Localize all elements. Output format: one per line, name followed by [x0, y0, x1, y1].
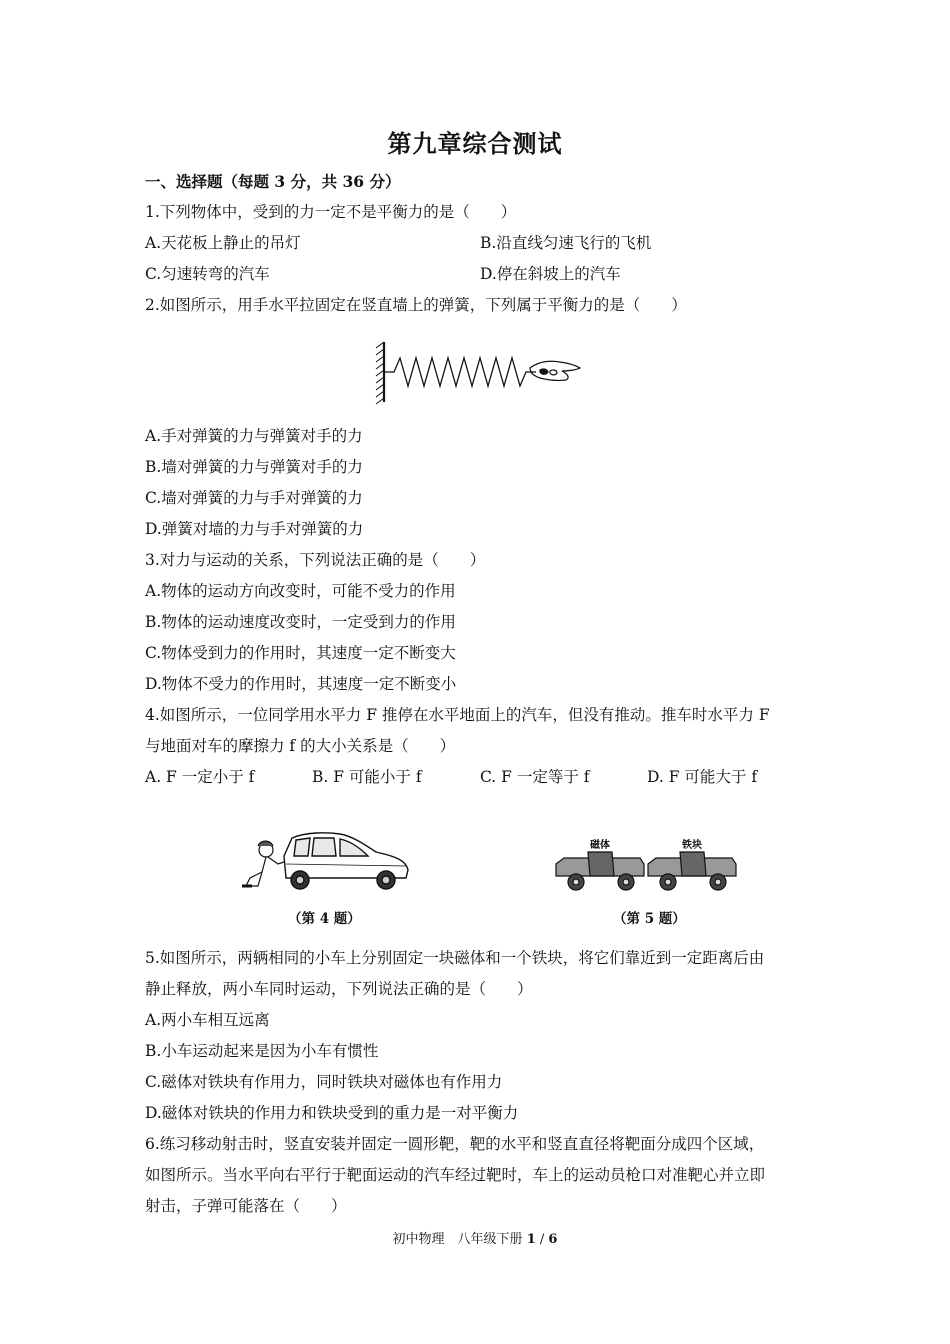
question-6-stem-line-3: 射击，子弹可能落在（ ）	[145, 1197, 347, 1215]
car-icon	[284, 833, 408, 889]
spring-wall-figure	[370, 338, 585, 406]
figure-4-caption: （第 4 题）	[288, 911, 361, 927]
wall-hatching	[376, 342, 384, 404]
page-footer	[0, 1228, 950, 1247]
question-4-option-d: D. F 可能大于 f	[647, 768, 758, 786]
question-2-stem: 2.如图所示，用手水平拉固定在竖直墙上的弹簧，下列属于平衡力的是（ ）	[145, 296, 687, 314]
question-1-option-c: C.匀速转弯的汽车	[145, 265, 270, 283]
magnet-label: 磁体	[590, 840, 610, 851]
section-heading: 一、选择题（每题 3 分，共 36 分）	[145, 172, 401, 191]
question-3-option-b: B.物体的运动速度改变时，一定受到力的作用	[145, 613, 456, 631]
question-1-option-a: A.天花板上静止的吊灯	[145, 234, 301, 252]
right-cart	[648, 852, 736, 890]
question-5-option-b: B.小车运动起来是因为小车有惯性	[145, 1042, 379, 1060]
question-5-option-a: A.两小车相互远离	[145, 1011, 270, 1029]
question-2-option-a: A.手对弹簧的力与弹簧对手的力	[145, 427, 363, 445]
footer-page-number: 1	[526, 1232, 536, 1247]
question-4-option-a: A. F 一定小于 f	[145, 768, 255, 786]
question-2-option-c: C.墙对弹簧的力与手对弹簧的力	[145, 489, 363, 507]
question-6-stem-line-2: 如图所示。当水平向右平行于靶面运动的汽车经过靶时，车上的运动员枪口对准靶心并立即	[145, 1166, 766, 1184]
iron-label: 铁块	[682, 840, 702, 851]
footer-total-pages: 6	[548, 1232, 558, 1247]
question-5-option-d: D.磁体对铁块的作用力和铁块受到的重力是一对平衡力	[145, 1104, 519, 1122]
question-3-stem: 3.对力与运动的关系，下列说法正确的是（ ）	[145, 551, 486, 569]
car-push-figure	[236, 826, 416, 896]
figure-5-caption: （第 5 题）	[613, 911, 686, 927]
question-4-option-b: B. F 可能小于 f	[312, 768, 422, 786]
hand-icon	[530, 361, 580, 380]
question-3-option-d: D.物体不受力的作用时，其速度一定不断变小	[145, 675, 457, 693]
magnet-carts-figure	[552, 838, 742, 898]
left-cart	[556, 852, 644, 890]
question-5-stem-line-1: 5.如图所示，两辆相同的小车上分别固定一块磁体和一个铁块，将它们靠近到一定距离后由	[145, 949, 765, 967]
question-2-option-d: D.弹簧对墙的力与手对弹簧的力	[145, 520, 364, 538]
question-6-stem-line-1: 6.练习移动射击时，竖直安装并固定一圆形靶，靶的水平和竖直直径将靶面分成四个区域，	[145, 1135, 765, 1153]
page-title: 第九章综合测试	[387, 129, 563, 158]
footer-text: 初中物理 八年级下册	[392, 1232, 523, 1247]
question-5-stem-line-2: 静止释放，两小车同时运动，下列说法正确的是（ ）	[145, 980, 533, 998]
question-4-option-c: C. F 一定等于 f	[480, 768, 590, 786]
question-1-option-b: B.沿直线匀速飞行的飞机	[480, 234, 652, 252]
question-4-stem-line-1: 4.如图所示，一位同学用水平力 F 推停在水平地面上的汽车，但没有推动。推车时水平力 F	[145, 706, 770, 724]
question-3-option-a: A.物体的运动方向改变时，可能不受力的作用	[145, 582, 456, 600]
spring-coil	[384, 358, 536, 386]
question-5-option-c: C.磁体对铁块有作用力，同时铁块对磁体也有作用力	[145, 1073, 503, 1091]
question-4-stem-line-2: 与地面对车的摩擦力 f 的大小关系是（ ）	[145, 737, 456, 755]
question-2-option-b: B.墙对弹簧的力与弹簧对手的力	[145, 458, 363, 476]
question-3-option-c: C.物体受到力的作用时，其速度一定不断变大	[145, 644, 456, 662]
footer-separator: /	[535, 1232, 549, 1247]
question-1-stem: 1.下列物体中，受到的力一定不是平衡力的是（ ）	[145, 203, 517, 221]
question-1-option-d: D.停在斜坡上的汽车	[480, 265, 621, 283]
person-icon	[242, 841, 284, 886]
